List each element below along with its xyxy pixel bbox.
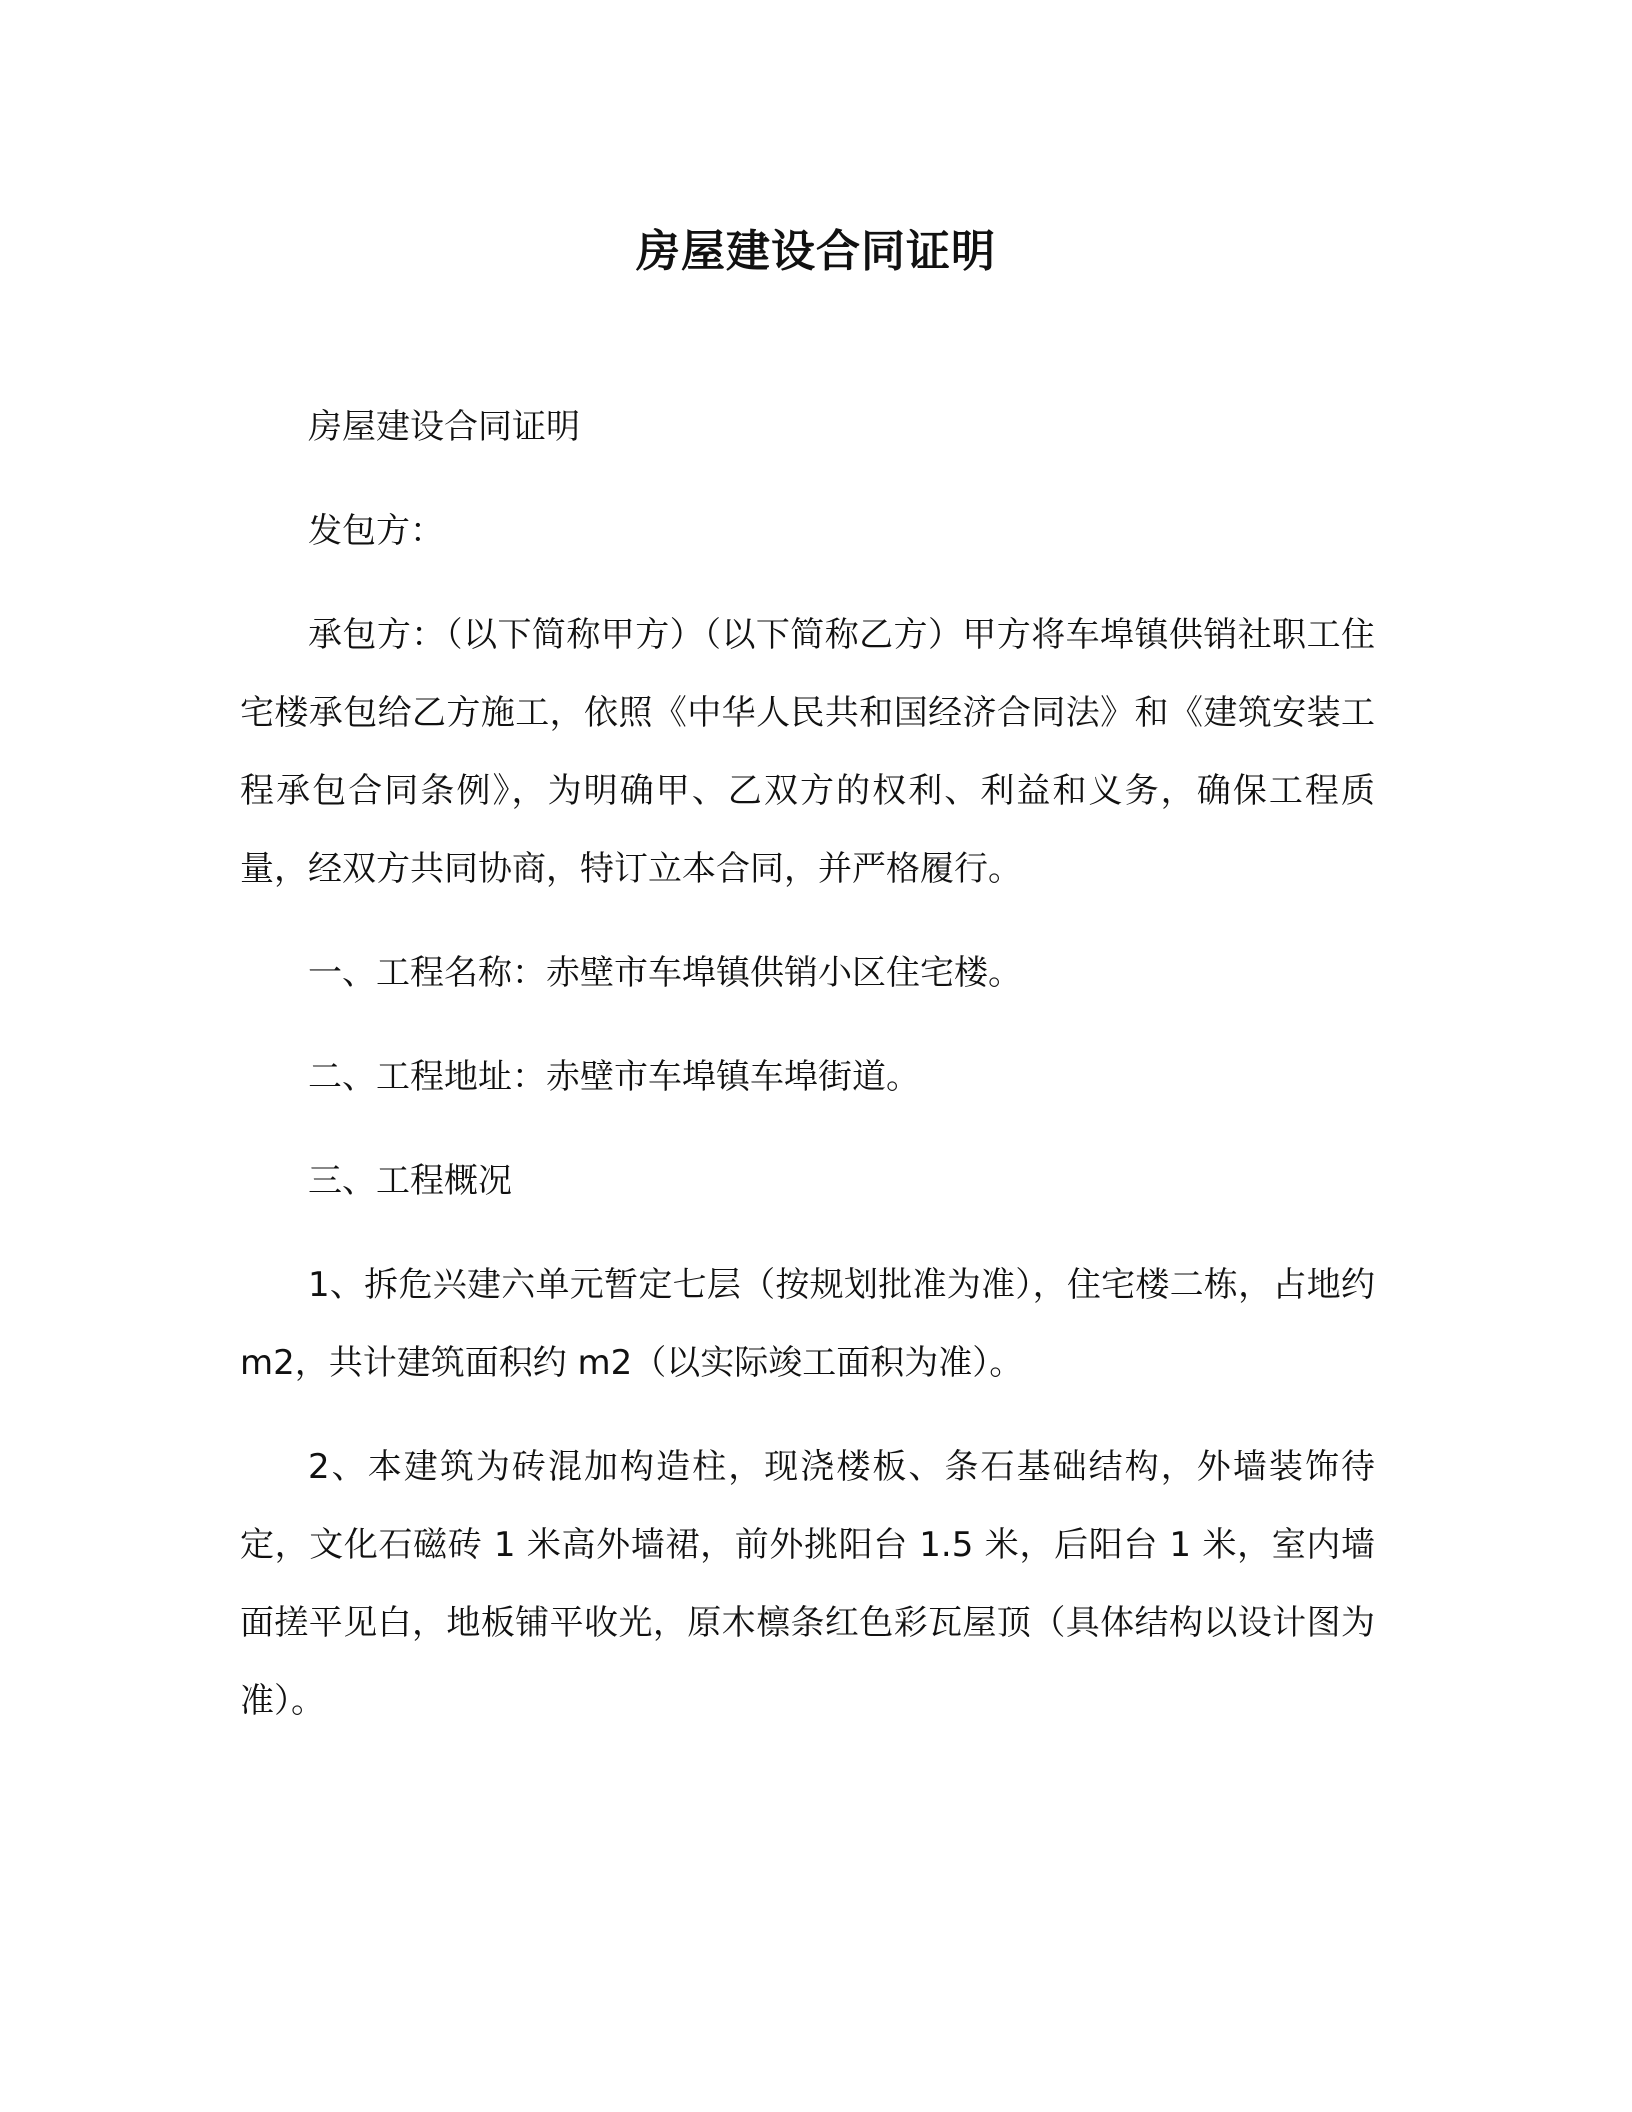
document-title: 房屋建设合同证明	[636, 226, 996, 277]
contractor-party-paragraph: 承包方：（以下简称甲方）（以下简称乙方）甲方将车埠镇供销社职工住宅楼承包给乙方施工，依照《中华人民共和国经济合同法》和《建筑安装工程承包合同条例》，为明确甲、乙双方的权利、利益和义务，确保工程质量，经双方共同协商，特订立本合同，并严格履行。	[240, 615, 1375, 889]
body-heading: 房屋建设合同证明	[308, 407, 580, 447]
overview-item-1: 1、拆危兴建六单元暂定七层（按规划批准为准），住宅楼二栋，占地约 m2，共计建筑面积约 m2（以实际竣工面积为准）。	[240, 1265, 1375, 1383]
project-address-line: 二、工程地址：赤壁市车埠镇车埠街道。	[308, 1057, 920, 1097]
employer-party-line: 发包方：	[308, 511, 444, 551]
project-name-line: 一、工程名称：赤壁市车埠镇供销小区住宅楼。	[308, 953, 1022, 993]
project-overview-heading: 三、工程概况	[308, 1161, 512, 1201]
overview-item-2: 2、本建筑为砖混加构造柱，现浇楼板、条石基础结构，外墙装饰待定，文化石磁砖 1 米高外墙裙，前外挑阳台 1.5 米，后阳台 1 米，室内墙面搓平见白，地板铺平收光，原木檩条红色彩瓦屋顶（具体结构以设计图为准）。	[240, 1447, 1375, 1721]
document-body	[240, 388, 1375, 1766]
